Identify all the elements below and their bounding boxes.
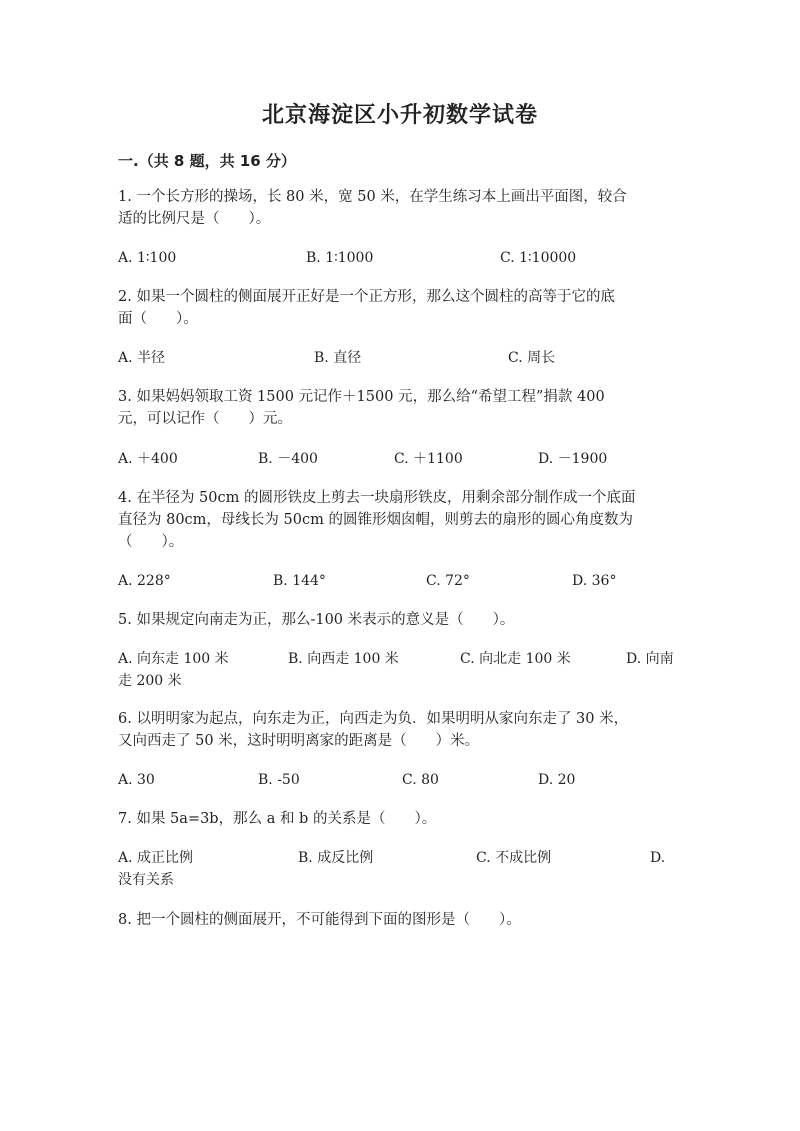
question-2-options: [118, 347, 698, 369]
question-1: [118, 186, 688, 230]
question-3-option-d[interactable]: D. －1900: [538, 451, 608, 467]
question-2-option-a[interactable]: A. 半径: [118, 350, 166, 366]
question-6: [118, 708, 688, 752]
question-4-line-1: 4. 在半径为 50cm 的圆形铁皮上剪去一块扇形铁皮，用剩余部分制作成一个底面: [118, 490, 636, 506]
question-5-option-d-continued: 走 200 米: [118, 673, 182, 689]
question-7-option-d[interactable]: D.: [650, 850, 666, 866]
question-2-option-b[interactable]: B. 直径: [314, 350, 362, 366]
question-6-option-b[interactable]: B. -50: [258, 772, 300, 788]
question-3-options: [118, 448, 698, 470]
question-1-line-2: 适的比例尺是（ ）。: [118, 211, 271, 227]
question-5-option-c[interactable]: C. 向北走 100 米: [460, 651, 571, 667]
question-3-line-2: 元，可以记作（ ）元。: [118, 411, 292, 427]
question-8-line-1: 8. 把一个圆柱的侧面展开，不可能得到下面的图形是（ ）。: [118, 912, 521, 928]
question-4-option-b[interactable]: B. 144°: [273, 573, 326, 589]
question-7-option-c[interactable]: C. 不成比例: [476, 850, 552, 866]
question-2-option-c[interactable]: C. 周长: [508, 350, 556, 366]
question-2: [118, 286, 688, 330]
exam-title: 北京海淀区小升初数学试卷: [261, 103, 538, 128]
question-2-line-2: 面（ ）。: [118, 311, 198, 327]
question-1-options: [118, 247, 698, 269]
question-1-option-a[interactable]: A. 1∶100: [118, 250, 177, 266]
question-6-line-2: 又向西走了 50 米，这时明明离家的距离是（ ）米。: [118, 733, 480, 749]
question-5-option-a[interactable]: A. 向东走 100 米: [118, 651, 229, 667]
question-1-line-1: 1. 一个长方形的操场，长 80 米，宽 50 米，在学生练习本上画出平面图，较合: [118, 189, 627, 205]
question-4-line-2: 直径为 80cm，母线长为 50cm 的圆锥形烟囱帽，则剪去的扇形的圆心角度数为: [118, 512, 633, 528]
question-6-line-1: 6. 以明明家为起点，向东走为正，向西走为负．如果明明从家向东走了 30 米，: [118, 711, 629, 727]
question-5-option-d[interactable]: D. 向南: [626, 651, 674, 667]
question-7-option-d-continued: 没有关系: [118, 872, 174, 888]
question-3-option-a[interactable]: A. ＋400: [118, 451, 178, 467]
question-6-option-a[interactable]: A. 30: [118, 772, 155, 788]
question-4-option-c[interactable]: C. 72°: [426, 573, 470, 589]
question-5-options: [118, 648, 698, 670]
question-5-line-1: 5. 如果规定向南走为正，那么-100 米表示的意义是（ ）。: [118, 612, 515, 628]
question-3-option-c[interactable]: C. ＋1100: [394, 451, 463, 467]
question-4: [118, 487, 688, 553]
question-7-option-b[interactable]: B. 成反比例: [298, 850, 374, 866]
question-7-option-a[interactable]: A. 成正比例: [118, 850, 194, 866]
question-8: [118, 909, 688, 931]
question-1-option-c[interactable]: C. 1∶10000: [500, 250, 577, 266]
question-5: [118, 609, 688, 631]
question-7-options: [118, 847, 698, 869]
question-4-options: [118, 570, 698, 592]
question-1-option-b[interactable]: B. 1∶1000: [306, 250, 374, 266]
question-3: [118, 386, 688, 430]
question-7-line-1: 7. 如果 5a=3b，那么 a 和 b 的关系是（ ）。: [118, 811, 437, 827]
question-6-option-d[interactable]: D. 20: [538, 772, 576, 788]
question-7: [118, 808, 688, 830]
section-heading: 一.（共 8 题，共 16 分）: [118, 152, 296, 170]
question-4-option-a[interactable]: A. 228°: [118, 573, 171, 589]
question-5-option-b[interactable]: B. 向西走 100 米: [288, 651, 399, 667]
question-4-option-d[interactable]: D. 36°: [572, 573, 617, 589]
question-6-options: [118, 769, 698, 791]
question-4-line-3: （ ）。: [118, 534, 184, 550]
question-3-option-b[interactable]: B. －400: [258, 451, 318, 467]
question-2-line-1: 2. 如果一个圆柱的侧面展开正好是一个正方形，那么这个圆柱的高等于它的底: [118, 289, 615, 305]
question-6-option-c[interactable]: C. 80: [402, 772, 439, 788]
question-3-line-1: 3. 如果妈妈领取工资 1500 元记作＋1500 元，那么给“希望工程”捐款 400: [118, 389, 605, 405]
